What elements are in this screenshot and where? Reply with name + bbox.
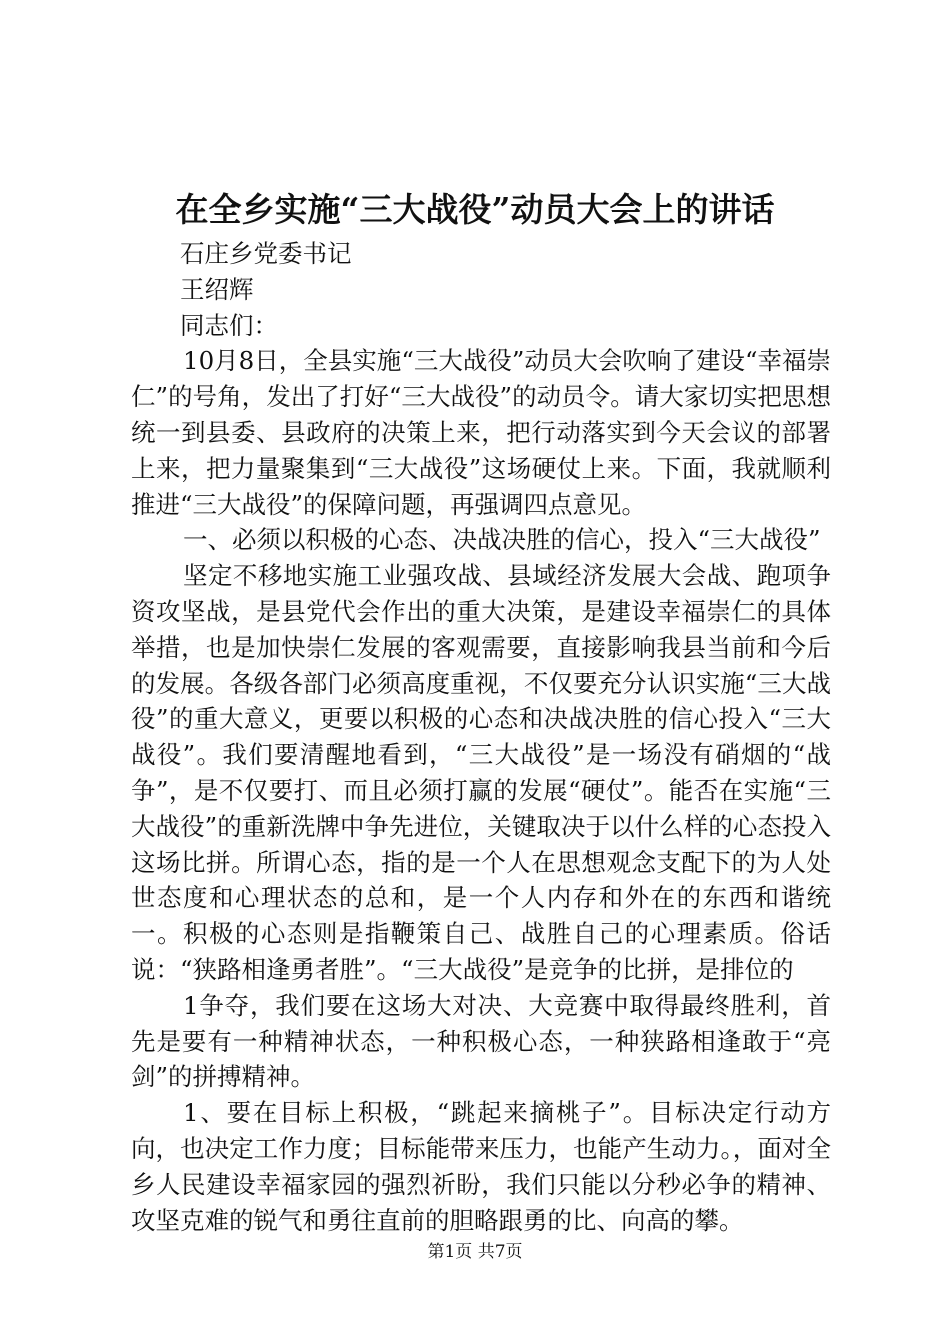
paragraph: 1、要在目标上积极，“跳起来摘桃子”。目标决定行动方向，也决定工作力度；目标能带来压力，也能产生动力。，面对全乡人民建设幸福家园的强烈祈盼，我们只能以分秒必争的精神、攻坚克难的锐气和勇往直前的胆略跟勇的比、向高的攀。: [131, 1098, 831, 1235]
author-name: 王绍辉: [180, 274, 254, 304]
paragraph: 1争夺，我们要在这场大对决、大竞赛中取得最终胜利，首先是要有一种精神状态，一种积极心态，一种狭路相逢敢于“亮剑”的拼搏精神。: [131, 990, 831, 1092]
salutation: 同志们：: [180, 310, 278, 340]
page-footer: 第1页 共7页: [427, 1242, 523, 1262]
section-heading: 一、必须以积极的心态、决战决胜的信心，投入“三大战役”: [183, 525, 821, 555]
document-title: 在全乡实施“三大战役”动员大会上的讲话: [175, 190, 775, 229]
paragraph: 坚定不移地实施工业强攻战、县域经济发展大会战、跑项争资攻坚战，是县党代会作出的重大决策，是建设幸福崇仁的具体举措，也是加快崇仁发展的客观需要，直接影响我县当前和今后的发展。各级各部门必须高度重视，不仅要充分认识实施“三大战役”的重大意义，更要以积极的心态和决战决胜的信心投入“三大战役”。我们要清醒地看到，“三大战役”是一场没有硝烟的“战争”，是不仅要打、而且必须打赢的发展“硬仗”。能否在实施“三大战役”的重新洗牌中争先进位，关键取决于以什么样的心态投入这场比拼。所谓心态，指的是一个人在思想观念支配下的为人处世态度和心理状态的总和，是一个人内存和外在的东西和谐统一。积极的心态则是指鞭策自己、战胜自己的心理素质。俗话说：“狭路相逢勇者胜”。“三大战役”是竞争的比拼，是排位的: [131, 561, 831, 984]
author-title: 石庄乡党委书记: [180, 239, 352, 268]
document-body: [131, 236, 831, 1238]
paragraph: 10月8日，全县实施“三大战役”动员大会吹响了建设“幸福崇仁”的号角，发出了打好“三大战役”的动员令。请大家切实把思想统一到县委、县政府的决策上来，把行动落实到今天会议的部署上来，把力量聚集到“三大战役”这场硬仗上来。下面，我就顺利推进“三大战役”的保障问题，再强调四点意见。: [131, 346, 831, 519]
